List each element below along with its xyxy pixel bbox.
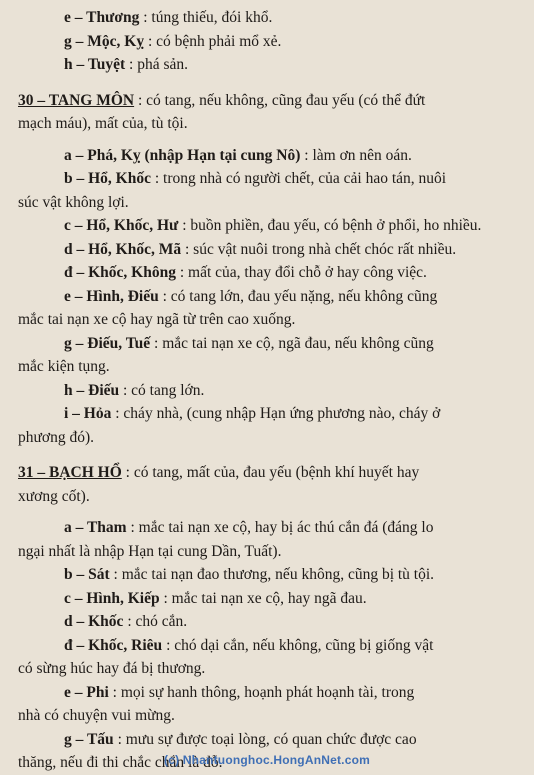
item-30-b-cont: súc vật không lợi. — [18, 193, 129, 211]
item-31-g: g – Tấu : mưu sự được toại lòng, có quan chức được cao — [64, 730, 417, 748]
item-30-i: i – Hỏa : cháy nhà, (cung nhập Hạn ứng phương nào, cháy ở — [64, 405, 441, 422]
item-30-g: g – Điếu, Tuế : mắc tai nạn xe cộ, ngã đau, nếu không cũng — [64, 334, 434, 352]
item-31-e-cont: nhà có chuyện vui mừng. — [18, 707, 175, 724]
item-30-d: d – Hổ, Khốc, Mã : súc vật nuôi trong nhà chết chóc rất nhiều. — [64, 240, 457, 258]
item-31-c: c – Hình, Kiếp : mắc tai nạn xe cộ, hay ngã đau. — [64, 589, 367, 607]
item-31-dd-cont: có sừng húc hay đá bị thương. — [18, 660, 206, 677]
section-31-continuation: xương cốt). — [18, 487, 90, 505]
item-30-e-cont: mắc tai nạn xe cộ hay ngã từ trên cao xuống. — [18, 311, 296, 328]
spacer — [18, 136, 524, 144]
item-30-e: e – Hình, Điếu : có tang lớn, đau yếu nặng, nếu không cũng — [64, 287, 438, 305]
item-31-a: a – Tham : mắc tai nạn xe cộ, hay bị ác thú cắn đá (đáng lo — [64, 519, 434, 536]
item-31-d: d – Khốc : chó cắn. — [64, 613, 188, 630]
item-30-dd: đ – Khốc, Không : mất của, thay đổi chỗ ở hay công việc. — [64, 264, 427, 281]
spacer — [18, 449, 524, 461]
item-30-g-cont: mắc kiện tụng. — [18, 358, 110, 375]
section-30-heading: 30 – TANG MÔN : có tang, nếu không, cũng đau yếu (có thể đứt — [18, 91, 426, 109]
line-thuong: e – Thương : túng thiếu, đói khổ. — [64, 9, 273, 26]
line-moc-ky: g – Mộc, Kỵ : có bệnh phải mổ xẻ. — [64, 32, 282, 50]
spacer — [18, 508, 524, 516]
item-30-c: c – Hổ, Khốc, Hư : buồn phiền, đau yếu, có bệnh ở phổi, ho nhiều. — [64, 217, 482, 234]
line-tuyet: h – Tuyệt : phá sản. — [64, 56, 189, 73]
item-30-h: h – Điếu : có tang lớn. — [64, 381, 205, 399]
item-30-i-cont: phương đó). — [18, 428, 95, 446]
section-31-title: 31 – BẠCH HỔ — [18, 464, 122, 481]
item-31-dd: đ – Khốc, Riêu : chó dại cắn, nếu không, cũng bị giống vật — [64, 636, 434, 654]
item-31-e: e – Phi : mọi sự hanh thông, hoạnh phát hoạnh tài, trong — [64, 683, 415, 701]
section-30-title: 30 – TANG MÔN — [18, 91, 135, 109]
section-31-heading: 31 – BẠCH HỔ : có tang, mất của, đau yếu (bệnh khí huyết hay — [18, 464, 420, 481]
item-31-g-cont: thăng, nếu đi thi chắc chắn là đỗ. — [18, 754, 223, 771]
item-31-a-cont: ngại nhất là nhập Hạn tại cung Dần, Tuất). — [18, 542, 282, 560]
item-31-b: b – Sát : mắc tai nạn đao thương, nếu không, cũng bị tù tội. — [64, 566, 435, 583]
item-30-a: a – Phá, Kỵ (nhập Hạn tại cung Nô) : làm ơn nên oán. — [64, 146, 412, 164]
watermark: (c) Nhantuonghoc.HongAnNet.com — [164, 753, 370, 767]
spacer — [18, 77, 524, 89]
section-30-continuation: mạch máu), mất của, tù tội. — [18, 115, 188, 132]
item-30-b: b – Hổ, Khốc : trong nhà có người chết, của cải hao tán, nuôi — [64, 170, 447, 187]
